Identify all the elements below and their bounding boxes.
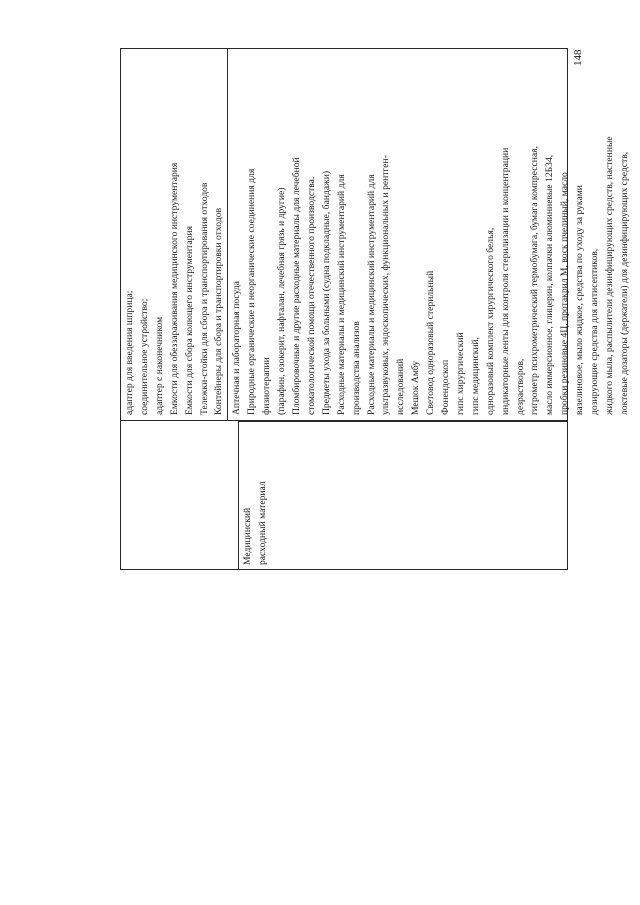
category-line: Медицинский [242,507,253,565]
item-line: жидкого мыла, распылители дезинфицирующих средств, настенные [604,136,615,415]
item-line: Аптечная и лабораторная посуда [231,281,243,415]
item-line: Расходные материалы и медицинский инструментарий для [365,174,377,415]
item-line: Расходные материалы и медицинский инструментарий для [335,174,347,415]
page-number: 148 [572,49,584,66]
item-line: Емкости для обеззараживания медицинского инструментария [168,162,180,415]
item-line: исследований [395,358,407,415]
item-line: одноразовый комплект хирургического белья, [484,227,496,415]
item-line: (парафин, озокерит, нафталан, лечебная грязь и другие) [276,187,288,415]
item-line: пробки резиновые 4Ц, протакрил М, воск пчелиный, масло [559,172,571,415]
item-line: дозирующие средства для антисептиков, [589,248,601,415]
item-line: локтевые дозаторы (держатели) для дезинфицирующих средств, [618,151,630,415]
item-line: адаптер для введения шприца; [124,290,135,415]
item-line: соединительное устройство; [138,298,150,415]
item-line: стоматологической помощи отечественного производства. [305,176,317,415]
item-line: гипс медицинский, [469,336,481,415]
category-line: расходный материал [256,481,268,565]
item-line: Фонендоскоп [440,359,452,415]
item-line: Предметы ухода за больными (судна подкладные, бандажи) [320,170,332,415]
item-line: вазелиновое, мыло жидкое, средства по уходу за руками [574,185,586,415]
top-items-cell [121,49,228,420]
item-line: масло иммерсионное, глицерин, колпачки алюминиевые 12Б34, [544,154,556,415]
item-line: Мешок Амбу [410,360,422,415]
item-line: Световод одноразовый стерильный [425,270,437,415]
bottom-items-cell [228,49,634,420]
top-category-cell [121,421,239,569]
item-line: ультразвуковых, эндоскопических, функциональных и рентген- [380,155,392,415]
item-line: Природные органические и неорганические соединения для [246,168,258,415]
item-line: Пломбировочные и другие расходные материалы для лечебной [290,157,302,415]
item-line: физиотерапии [261,357,273,415]
item-line: гигрометр психрометрический термобумага, бумага компрессная, [529,146,541,415]
item-line: Тележки-стойки для сбора и транспортирования отходов [198,182,210,415]
item-line: адаптер с наконечником [153,316,165,415]
category-column [120,421,568,570]
item-line: дезрастворов, [514,358,526,415]
item-line: гипс хирургический [454,332,466,415]
item-line: Контейнеры для сбора и транспортировки отходов [213,207,225,415]
item-line: Емкости для сбора колющего инструментария [183,226,195,415]
item-line: производства анализов [350,321,362,415]
item-line: индикаторные ленты для контроля стерилизации и концентрации [499,147,511,415]
bottom-category-cell [239,421,567,569]
